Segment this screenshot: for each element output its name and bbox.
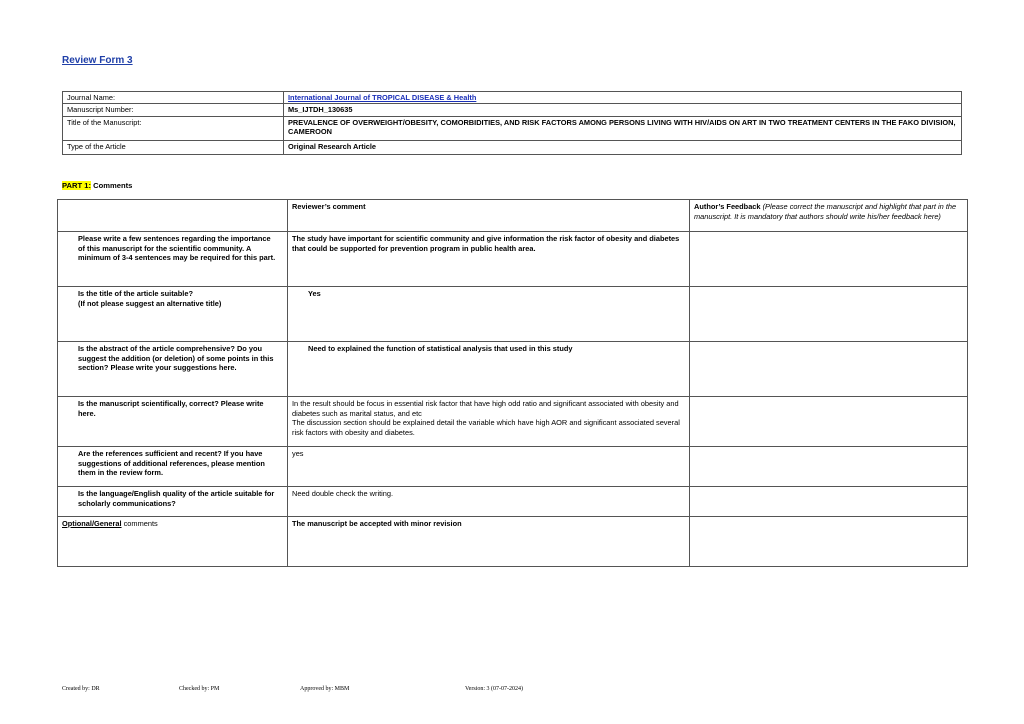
author-feedback-note: (Please correct the manuscript and highlight that part in the manuscript. It is mandatory that authors should write his/her feedback here)	[694, 202, 957, 221]
question-title-line2: (If not please suggest an alternative title)	[78, 298, 222, 308]
table-row	[58, 342, 968, 397]
reviewer-comment-scientific-line2: The discussion section should be explained detail the variable which have high AOR and significant associated several risk factors with obesity and diabetes.	[292, 418, 680, 437]
reviewer-comment-title[interactable]: Yes	[288, 287, 690, 342]
manuscript-number-value: Ms_IJTDH_130635	[284, 104, 962, 116]
author-feedback-cell[interactable]	[690, 447, 968, 487]
reviewer-comment-scientific-line1: In the result should be focus in essential risk factor that have high odd ratio and significant associated with obesity and diabetes such as marital status, and etc	[292, 399, 679, 418]
question-abstract: Is the abstract of the article comprehensive? Do you suggest the addition (or deletion) of some points in this section? Please write your suggestions here.	[58, 342, 288, 397]
reviewer-comment-abstract[interactable]: Need to explained the function of statistical analysis that used in this study	[288, 342, 690, 397]
part1-highlight: PART 1:	[62, 181, 91, 190]
manuscript-title-label: Title of the Manuscript:	[63, 116, 284, 141]
table-row	[58, 287, 968, 342]
question-title	[58, 287, 288, 342]
reviewer-comment-scientific[interactable]	[288, 397, 690, 447]
question-references: Are the references sufficient and recent? If you have suggestions of additional references, please mention them in the review form.	[58, 447, 288, 487]
page-footer	[0, 686, 1024, 698]
comments-header-row	[58, 200, 968, 232]
author-feedback-cell[interactable]	[690, 287, 968, 342]
table-row	[58, 517, 968, 567]
footer-approved-by: Approved by: MBM	[300, 686, 350, 692]
header-empty-cell	[58, 200, 288, 232]
footer-checked-by: Checked by: PM	[179, 686, 220, 692]
question-title-line1: Is the title of the article suitable?	[78, 289, 193, 298]
author-feedback-cell[interactable]	[690, 342, 968, 397]
reviewer-comment-importance[interactable]: The study have important for scientific community and give information the risk factor of obesity and diabetes that could be supported for prevention program in public health area.	[288, 232, 690, 287]
author-feedback-cell[interactable]	[690, 232, 968, 287]
manuscript-title-value: PREVALENCE OF OVERWEIGHT/OBESITY, COMORBIDITIES, AND RISK FACTORS AMONG PERSONS LIVING WITH HIV/AIDS ON ART IN TWO TREATMENT CENTERS IN THE FAKO DIVISION, CAMEROON	[284, 116, 962, 141]
reviewer-comment-optional[interactable]: The manuscript be accepted with minor revision	[288, 517, 690, 567]
author-feedback-cell[interactable]	[690, 517, 968, 567]
table-row	[58, 397, 968, 447]
author-feedback-header	[690, 200, 968, 232]
manuscript-title-row	[63, 116, 962, 141]
reviewer-comment-header: Reviewer’s comment	[288, 200, 690, 232]
form-title: Review Form 3	[62, 55, 133, 66]
author-feedback-cell[interactable]	[690, 397, 968, 447]
question-importance: Please write a few sentences regarding the importance of this manuscript for the scientific community. A minimum of 3-4 sentences may be required for this part.	[58, 232, 288, 287]
optional-general-suffix: comments	[121, 519, 158, 528]
comments-table	[57, 199, 968, 567]
part1-label: Comments	[93, 181, 133, 190]
part1-heading	[62, 181, 132, 190]
manuscript-number-row	[63, 104, 962, 116]
footer-version: Version: 3 (07-07-2024)	[465, 686, 523, 692]
question-language: Is the language/English quality of the article suitable for scholarly communications?	[58, 487, 288, 517]
table-row	[58, 487, 968, 517]
journal-name-link[interactable]: International Journal of TROPICAL DISEASE & Health	[284, 92, 962, 104]
manuscript-number-label: Manuscript Number:	[63, 104, 284, 116]
reviewer-comment-references[interactable]: yes	[288, 447, 690, 487]
table-row	[58, 232, 968, 287]
question-scientific: Is the manuscript scientifically, correct? Please write here.	[58, 397, 288, 447]
reviewer-comment-language[interactable]: Need double check the writing.	[288, 487, 690, 517]
optional-general-comments	[58, 517, 288, 567]
footer-created-by: Created by: DR	[62, 686, 100, 692]
author-feedback-title: Author’s Feedback	[694, 202, 761, 211]
optional-general-label: Optional/General	[62, 519, 122, 528]
journal-row	[63, 92, 962, 104]
author-feedback-cell[interactable]	[690, 487, 968, 517]
journal-label: Journal Name:	[63, 92, 284, 104]
article-type-label: Type of the Article	[63, 141, 284, 155]
article-type-value: Original Research Article	[284, 141, 962, 155]
table-row	[58, 447, 968, 487]
article-type-row	[63, 141, 962, 155]
manuscript-info-table	[62, 91, 962, 155]
